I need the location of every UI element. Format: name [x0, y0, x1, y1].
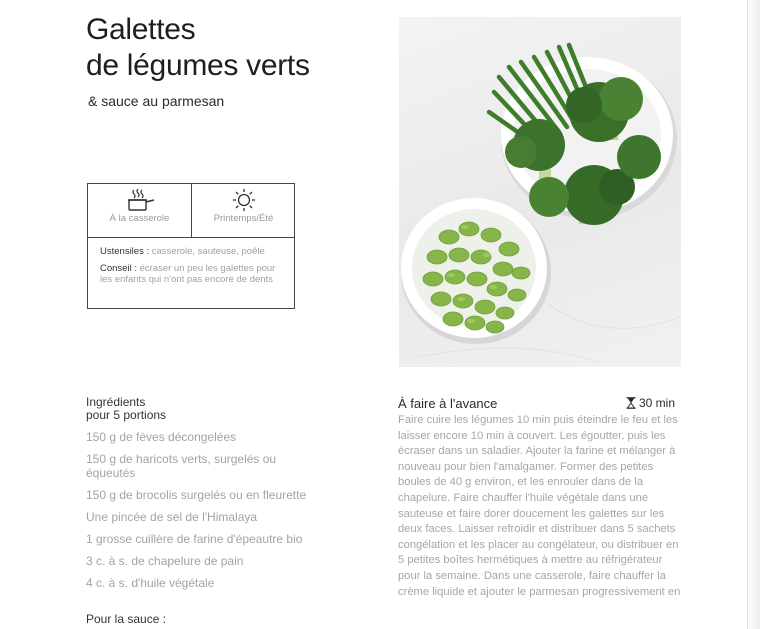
- saucepan-icon: [125, 188, 155, 212]
- recipe-subtitle: & sauce au parmesan: [88, 93, 225, 109]
- info-divider: [88, 237, 294, 238]
- sun-icon: [230, 188, 258, 212]
- utensils-line: [100, 246, 286, 257]
- utensils-value: casserole, sauteuse, poêle: [149, 246, 265, 257]
- ingredient-item: 1 grosse cuillère de farine d'épeautre bio: [86, 532, 303, 546]
- season-label: Printemps/Été: [213, 213, 274, 224]
- ingredient-item: 150 g de fèves décongelées: [86, 430, 237, 444]
- ingredient-item: Une pincée de sel de l'Himalaya: [86, 510, 258, 524]
- title-line-1: Galettes: [86, 13, 196, 46]
- tip-line: [100, 263, 286, 285]
- advance-time-value: 30 min: [639, 396, 676, 410]
- info-notes: [100, 246, 286, 291]
- advance-time: [626, 396, 675, 410]
- cooking-method-cell: [88, 184, 192, 237]
- page-edge-line: [747, 0, 748, 629]
- info-box: [87, 183, 295, 309]
- vegetables-bowls-image: [399, 17, 681, 367]
- ingredient-item: 4 c. à s. d'huile végétale: [86, 576, 215, 590]
- ingredients-title: Ingrédients: [86, 395, 146, 409]
- advance-title: À faire à l'avance: [398, 396, 498, 411]
- utensils-label: Ustensiles :: [100, 246, 150, 257]
- ingredient-item: 150 g de haricots verts, surgelés ou équeutés: [86, 452, 277, 480]
- sauce-heading: Pour la sauce :: [86, 612, 167, 626]
- advance-instructions: Faire cuire les légumes 10 min puis éteindre le feu et les laisser encore 10 min à couvert. Les égoutter, puis les écraser dans un saladier. Ajouter la farine et mélanger à nouveau pour bien l'amalgamer. Former des petites boules de 40 g environ, et les enrouler dans de la chapelure. Faire chauffer l'huile végétale dans une sauteuse et faire dorer doucement les galettes sur les deux faces. Laisser refroidir et distribuer dans 5 sachets congélation et les placer au congélateur, ou distribuer en 5 petites boîtes hermétiques à mettre au réfrigérateur pour la semaine. Dans une casserole, faire chauffer la crème liquide et ajouter le parmesan progressivement en: [398, 414, 681, 598]
- portions-label: pour 5 portions: [86, 408, 167, 422]
- tip-label: Conseil :: [100, 263, 137, 274]
- recipe-title: [86, 12, 310, 84]
- title-line-2: de légumes verts: [86, 49, 310, 82]
- ingredient-item: 3 c. à s. de chapelure de pain: [86, 554, 244, 568]
- ingredient-item: 150 g de brocolis surgelés ou en fleurette: [86, 488, 307, 502]
- season-cell: [192, 184, 295, 237]
- ingredients-heading: [86, 396, 166, 422]
- page-edge-shadow: [748, 0, 760, 629]
- tip-value: écraser un peu les galettes pour les enfants qui n'ont pas encore de dents: [100, 263, 276, 285]
- ingredients-list: [86, 430, 316, 598]
- hourglass-icon: [626, 397, 636, 409]
- recipe-photo: [399, 17, 681, 367]
- cooking-method-label: À la casserole: [109, 213, 170, 224]
